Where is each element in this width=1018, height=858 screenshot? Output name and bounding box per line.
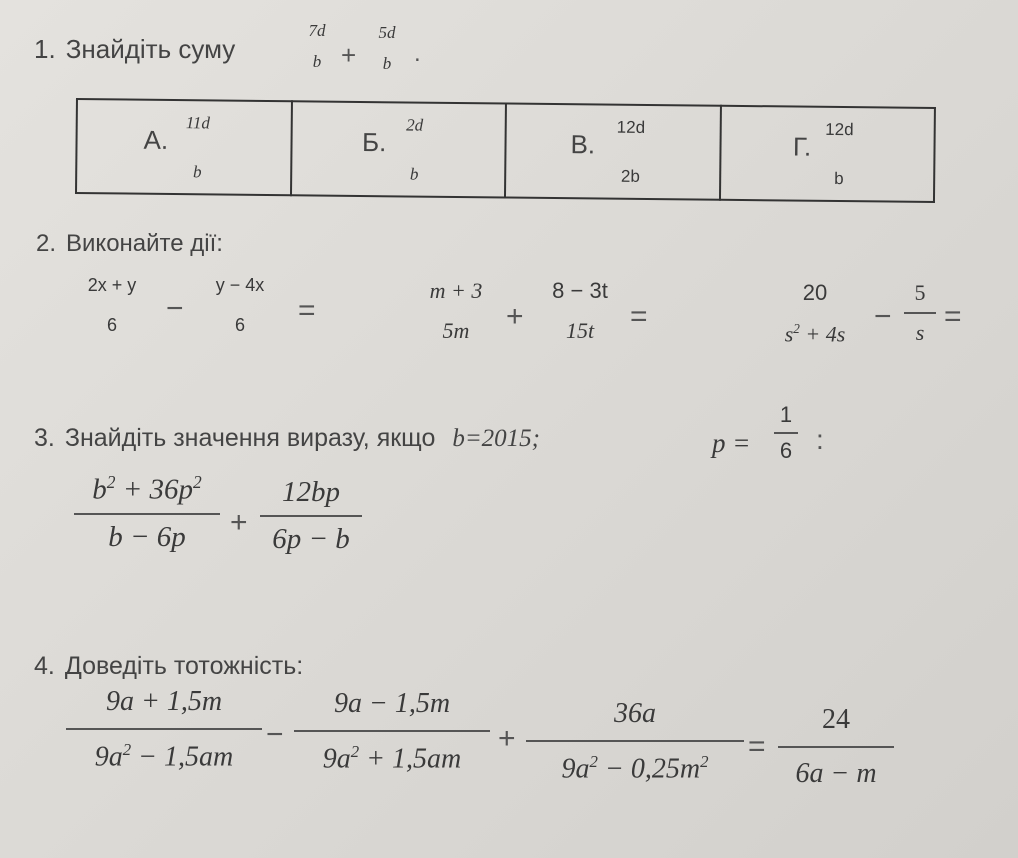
q3-p-denominator: 6 xyxy=(779,438,793,463)
answer-a-denominator: b xyxy=(193,162,202,182)
q3-condition: b=2015; xyxy=(452,425,541,452)
answer-v-denominator: 2b xyxy=(620,166,640,186)
answer-g-fraction xyxy=(825,120,854,189)
answer-v-fraction xyxy=(616,118,645,187)
answer-a-letter: А. xyxy=(143,124,169,155)
q2-e2-plus: + xyxy=(506,300,524,333)
q2-e2-fraction-a xyxy=(414,280,498,342)
question-3-heading xyxy=(34,424,540,453)
q1-answer-table xyxy=(75,98,936,203)
q1-fraction-a xyxy=(300,22,334,70)
answer-a-numerator: 11d xyxy=(185,113,211,133)
question-4-number: 4. xyxy=(34,652,55,680)
answer-v-letter: В. xyxy=(570,129,596,160)
q3-p-fraction xyxy=(774,404,798,462)
q4-f3-den-exp2: 2 xyxy=(700,752,709,771)
q4-f3-denominator xyxy=(526,754,744,783)
q4-fraction-1 xyxy=(66,688,262,771)
q1-fraction-b-bar xyxy=(370,45,404,47)
question-1-text: Знайдіть суму xyxy=(65,34,236,64)
q4-f2-denominator xyxy=(294,744,490,773)
q4-fraction-2 xyxy=(294,690,490,773)
q3-plus: + xyxy=(230,506,248,539)
q4-f3-numerator: 36a xyxy=(614,698,656,729)
q4-plus: + xyxy=(498,722,516,755)
q4-f3-den-b: − 0,25m xyxy=(597,753,701,785)
q2-e2-b-denominator: 15t xyxy=(565,318,595,343)
q2-e2-fraction-b xyxy=(536,280,624,342)
q2-e3-a-den-base: s xyxy=(784,321,794,347)
q4-f4-numerator: 24 xyxy=(822,704,850,735)
question-2-heading xyxy=(36,230,223,258)
q3-p-label: p = xyxy=(712,428,751,458)
answer-v-numerator: 12d xyxy=(616,117,646,137)
q3-b-numerator: 12bp xyxy=(282,476,340,508)
q2-e2-a-numerator: m + 3 xyxy=(429,278,483,303)
q3-fraction-a xyxy=(74,474,220,552)
q2-e3-fraction-a xyxy=(760,282,870,345)
q2-e3-minus: − xyxy=(874,300,892,333)
q2-e3-equals: = xyxy=(944,300,962,333)
q4-f2-den-exp: 2 xyxy=(350,742,360,761)
q4-fraction-3 xyxy=(526,700,744,783)
q3-fraction-b xyxy=(260,478,362,554)
q2-e1-fraction-a xyxy=(72,276,152,334)
q3-b-denominator: 6p − b xyxy=(272,523,350,555)
answer-option-v[interactable] xyxy=(505,104,720,200)
q1-period: . xyxy=(414,40,421,67)
q2-e1-a-denominator: 6 xyxy=(106,315,117,335)
q2-e1-b-denominator: 6 xyxy=(234,315,245,335)
q4-minus: − xyxy=(266,718,284,751)
q4-f2-den-a: 9a xyxy=(322,743,351,775)
q2-e1-minus: − xyxy=(166,292,184,325)
q4-f1-numerator: 9a + 1,5m xyxy=(105,686,223,717)
q2-e3-a-denominator xyxy=(760,322,870,345)
question-4-heading xyxy=(34,652,303,681)
answer-g-numerator: 12d xyxy=(825,119,854,140)
q3-a-num-b: b xyxy=(92,473,107,506)
q3-a-num-rest: + 36p xyxy=(115,473,194,506)
question-3-number: 3. xyxy=(34,424,55,452)
question-2-text: Виконайте дії: xyxy=(66,230,223,257)
q3-a-num-exp1: 2 xyxy=(106,472,116,492)
q2-e2-equals: = xyxy=(630,300,648,333)
q2-e1-equals: = xyxy=(298,294,316,327)
q2-e2-a-denominator: 5m xyxy=(442,318,470,343)
q4-fraction-4 xyxy=(778,706,894,788)
q2-e1-a-numerator: 2x + y xyxy=(87,275,137,295)
q4-f1-den-b: − 1,5am xyxy=(131,741,234,773)
q2-e3-b-denominator: s xyxy=(915,320,925,345)
answer-b-numerator: 2d xyxy=(406,115,424,135)
q2-e3-a-den-rest: + 4s xyxy=(799,321,846,347)
q2-e3-b-numerator: 5 xyxy=(914,280,926,305)
q3-a-denominator: b − 6p xyxy=(108,520,186,553)
q4-f2-numerator: 9a − 1,5m xyxy=(333,688,451,719)
q3-a-numerator xyxy=(74,474,220,505)
q1-plus-sign: + xyxy=(341,40,357,70)
answer-option-g[interactable] xyxy=(719,106,934,202)
q2-e2-b-numerator: 8 − 3t xyxy=(552,278,608,303)
q2-e1-fraction-b xyxy=(200,276,280,334)
q2-e3-a-den-exponent: 2 xyxy=(793,321,800,336)
q4-f1-den-exp: 2 xyxy=(122,740,132,759)
q2-e3-fraction-b xyxy=(904,282,936,344)
q4-f3-den-a: 9a xyxy=(561,753,590,785)
answer-a-fraction xyxy=(185,113,210,182)
q4-f1-denominator xyxy=(66,742,262,771)
question-1-number: 1. xyxy=(34,34,56,64)
q4-f4-denominator: 6a − m xyxy=(795,758,877,789)
q4-f3-den-exp: 2 xyxy=(589,752,598,771)
q4-f1-den-a: 9a xyxy=(94,741,123,773)
answer-b-letter: Б. xyxy=(361,126,387,158)
q2-e1-b-numerator: y − 4x xyxy=(215,275,265,295)
answer-option-b[interactable] xyxy=(290,101,505,197)
q3-a-num-exp2: 2 xyxy=(193,472,202,492)
answer-g-letter: Г. xyxy=(792,131,812,162)
question-1-heading xyxy=(34,34,235,65)
q4-equals: = xyxy=(748,730,766,763)
q4-f2-den-b: + 1,5am xyxy=(359,743,462,775)
q1-fraction-b-numerator: 5d xyxy=(378,23,396,42)
q2-e3-a-numerator: 20 xyxy=(802,280,828,305)
q1-fraction-a-numerator: 7d xyxy=(308,21,326,40)
question-4-text: Доведіть тотожність: xyxy=(64,652,304,680)
question-2-number: 2. xyxy=(36,230,57,257)
question-3-text: Знайдіть значення виразу, якщо xyxy=(64,424,436,452)
q1-fraction-a-denominator: b xyxy=(312,52,322,71)
q1-fraction-b xyxy=(370,24,404,72)
q1-fraction-a-bar xyxy=(300,43,334,45)
q3-colon: : xyxy=(816,424,824,455)
answer-b-denominator: b xyxy=(409,164,419,184)
answer-b-fraction xyxy=(406,115,424,184)
answer-g-denominator: b xyxy=(834,168,844,189)
q1-fraction-b-denominator: b xyxy=(382,54,392,73)
answer-option-a[interactable] xyxy=(76,99,291,195)
q3-p-numerator: 1 xyxy=(779,402,793,427)
